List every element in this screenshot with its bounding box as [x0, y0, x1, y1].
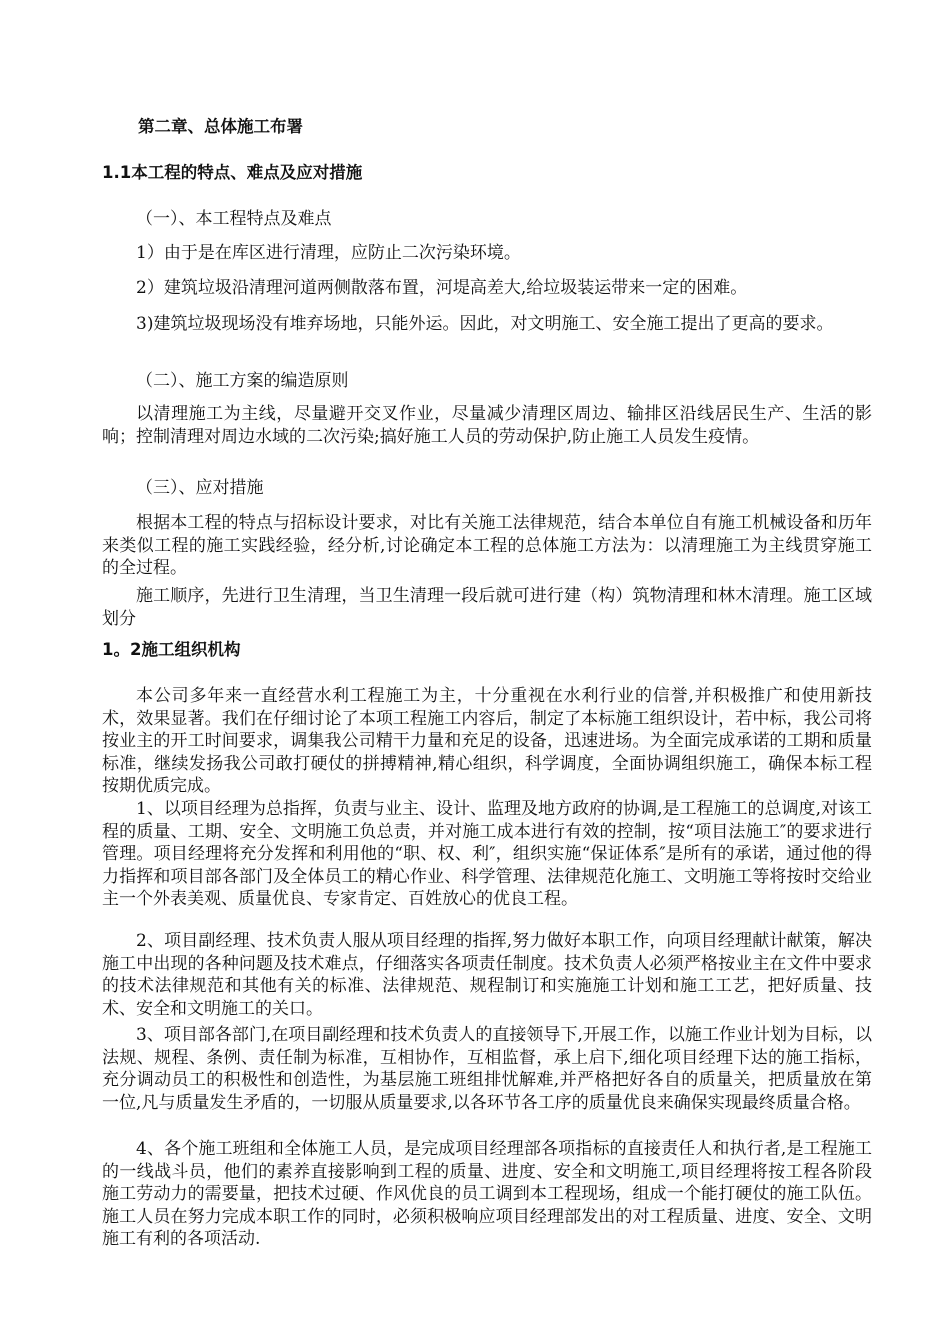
section-heading-1-2: 1。2施工组织机构: [102, 640, 241, 659]
paragraph: 4、各个施工班组和全体施工人员，是完成项目经理部各项指标的直接责任人和执行者,是工程施工的一线战斗员，他们的素养直接影响到工程的质量、进度、安全和文明施工,项目经理将按工程各阶段施工劳动力的需要量，把技术过硬、作风优良的员工调到本工程现场，组成一个能打硬仗的施工队伍。施工人员在努力完成本职工作的同时，必须积极响应项目经理部发出的对工程质量、进度、安全、文明施工有利的各项活动.: [102, 1139, 872, 1249]
subsection-title-1: （一）、本工程特点及难点: [136, 209, 332, 229]
list-item: 1）由于是在库区进行清理，应防止二次污染环境。: [136, 243, 521, 263]
chapter-title: 第二章、总体施工布署: [138, 117, 303, 136]
paragraph: 3、项目部各部门,在项目副经理和技术负责人的直接领导下,开展工作，以施工作业计划为目标，以法规、规程、条例、责任制为标准，互相协作，互相监督，承上启下,细化项目经理下达的施工指标，充分调动员工的积极性和创造性，为基层施工班组排忧解难,并严格把好各自的质量关，把质量放在第一位,凡与质量发生矛盾的，一切服从质量要求,以各环节各工序的质量优良来确保实现最终质量合格。: [102, 1025, 872, 1113]
list-item: 3)建筑垃圾现场没有堆弃场地，只能外运。因此，对文明施工、安全施工提出了更高的要求。: [136, 314, 834, 334]
list-item: 2）建筑垃圾沿清理河道两侧散落布置，河堤高差大,给垃圾装运带来一定的困难。: [136, 278, 748, 298]
paragraph: 2、项目副经理、技术负责人服从项目经理的指挥,努力做好本职工作，向项目经理献计献策，解决施工中出现的各种问题及技术难点，仔细落实各项责任制度。技术负责人必须严格按业主在文件中要求的技术法律规范和其他有关的标准、法律规范、规程制订和实施施工计划和施工工艺，把好质量、技术、安全和文明施工的关口。: [102, 931, 872, 1019]
subsection-title-2: （二）、施工方案的编造原则: [136, 371, 349, 391]
section-heading-1-1: 1.1本工程的特点、难点及应对措施: [102, 163, 363, 182]
paragraph: 根据本工程的特点与招标设计要求，对比有关施工法律规范，结合本单位自有施工机械设备和历年来类似工程的施工实践经验，经分析,讨论确定本工程的总体施工方法为：以清理施工为主线贯穿施工的全过程。: [102, 513, 872, 578]
paragraph: 本公司多年来一直经营水利工程施工为主，十分重视在水利行业的信誉,并积极推广和使用新技术，效果显著。我们在仔细讨论了本项工程施工内容后，制定了本标施工组织设计，若中标，我公司将按业主的开工时间要求，调集我公司精干力量和充足的设备，迅速进场。为全面完成承诺的工期和质量标准，继续发扬我公司敢打硬仗的拼搏精神,精心组织，科学调度，全面协调组织施工，确保本标工程按期优质完成。: [102, 686, 872, 796]
paragraph: 1、以项目经理为总指挥，负责与业主、设计、监理及地方政府的协调,是工程施工的总调度,对该工程的质量、工期、安全、文明施工负总责，并对施工成本进行有效的控制，按“项目法施工″的要求进行管理。项目经理将充分发挥和利用他的“职、权、利″，组织实施“保证体系″是所有的承诺，通过他的得力指挥和项目部各部门及全体员工的精心作业、科学管理、法律规范化施工、文明施工等将按时交给业主一个外表美观、质量优良、专家肯定、百姓放心的优良工程。: [102, 799, 872, 909]
subsection-title-3: （三）、应对措施: [136, 478, 264, 498]
paragraph: 施工顺序，先进行卫生清理，当卫生清理一段后就可进行建（构）筑物清理和林木清理。施工区域划分: [102, 586, 872, 629]
paragraph: 以清理施工为主线，尽量避开交叉作业，尽量减少清理区周边、输排区沿线居民生产、生活的影响；控制清理对周边水域的二次污染;搞好施工人员的劳动保护,防止施工人员发生疫情。: [102, 404, 872, 447]
